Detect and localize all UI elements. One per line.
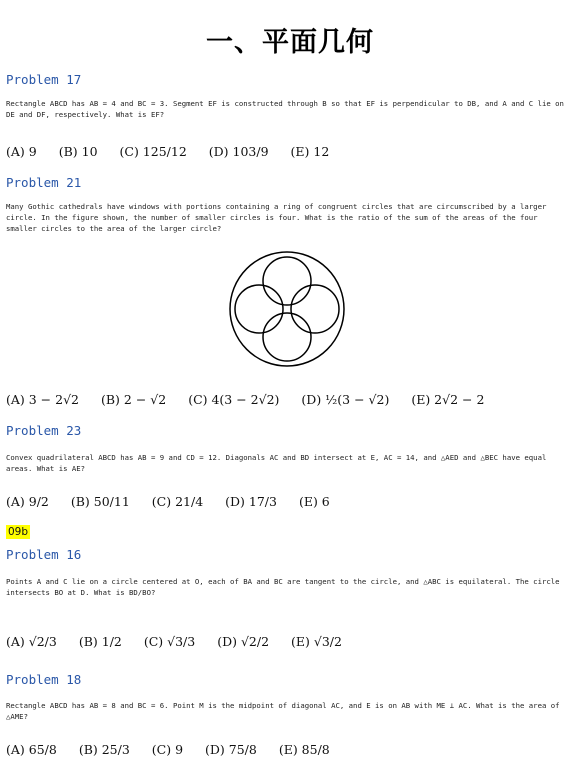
answer-choices — [6, 494, 348, 509]
choice: (D) 75/8 — [205, 742, 257, 757]
choice: (C) 125/12 — [119, 144, 187, 159]
choice: (C) √3/3 — [143, 634, 196, 649]
problem-statement: Rectangle ABCD has AB = 4 and BC = 3. Segment EF is constructed through B so that EF is perpendicular to DB, and A and C lie on DE and DF, respectively. What is EF? — [6, 99, 564, 119]
choice: (B) 1/2 — [78, 634, 122, 649]
choice: (A) √2/3 — [6, 634, 57, 649]
choice: (E) √3/2 — [291, 634, 342, 649]
answer-choices — [6, 392, 502, 407]
choice: (B) 50/11 — [70, 494, 130, 509]
choice: (A) 3 − 2√2 — [6, 392, 79, 407]
problem-title: Problem 18 — [6, 672, 82, 687]
circles-figure — [228, 250, 346, 368]
choice: (D) 103/9 — [208, 144, 269, 159]
section-tag: 09b — [8, 526, 29, 538]
choice: (C) 21/4 — [151, 494, 204, 509]
small-circle-bottom — [263, 313, 311, 361]
problem-statement: Rectangle ABCD has AB = 8 and BC = 6. Point M is the midpoint of diagonal AC, and E is on AB with ME ⊥ AC. What is the area of △AME? — [6, 701, 560, 721]
choice: (A) 65/8 — [6, 742, 57, 757]
choice: (E) 2√2 − 2 — [411, 392, 485, 407]
choice: (A) 9/2 — [6, 494, 49, 509]
problem-statement: Convex quadrilateral ABCD has AB = 9 and CD = 12. Diagonals AC and BD intersect at E, AC = 14, and △AED and △BEC have equal areas. What is AE? — [6, 453, 547, 473]
answer-choices — [6, 634, 360, 649]
answer-choices — [6, 144, 347, 159]
choice: (D) √2/2 — [217, 634, 270, 649]
choice: (D) ½(3 − √2) — [301, 392, 390, 407]
choice: (C) 9 — [151, 742, 184, 757]
small-circle-left — [235, 285, 283, 333]
choice: (B) 25/3 — [78, 742, 130, 757]
choice: (B) 2 − √2 — [100, 392, 167, 407]
choice: (B) 10 — [58, 144, 98, 159]
problem-statement: Many Gothic cathedrals have windows with portions containing a ring of congruent circles that are circumscribed by a larger circle. In the figure shown, the number of smaller circles is four. What is the ratio of the sum of the areas of the four smaller circles to the area of the larger circle? — [6, 202, 547, 233]
problem-title: Problem 23 — [6, 423, 82, 438]
large-circle — [230, 252, 344, 366]
answer-choices — [6, 742, 348, 757]
choice: (E) 85/8 — [278, 742, 330, 757]
choice: (C) 4(3 − 2√2) — [188, 392, 280, 407]
small-circle-right — [291, 285, 339, 333]
choice: (A) 9 — [6, 144, 37, 159]
choice: (E) 6 — [298, 494, 330, 509]
problem-title: Problem 17 — [6, 72, 82, 87]
small-circle-top — [263, 257, 311, 305]
choice: (E) 12 — [290, 144, 330, 159]
choice: (D) 17/3 — [225, 494, 277, 509]
problem-title: Problem 21 — [6, 175, 82, 190]
page-title: 一、平面几何 — [206, 27, 374, 58]
problem-title: Problem 16 — [6, 547, 82, 562]
problem-statement: Points A and C lie on a circle centered at O, each of BA and BC are tangent to the circle, and △ABC is equilateral. The circle intersects BO at D. What is BD/BO? — [6, 577, 560, 597]
